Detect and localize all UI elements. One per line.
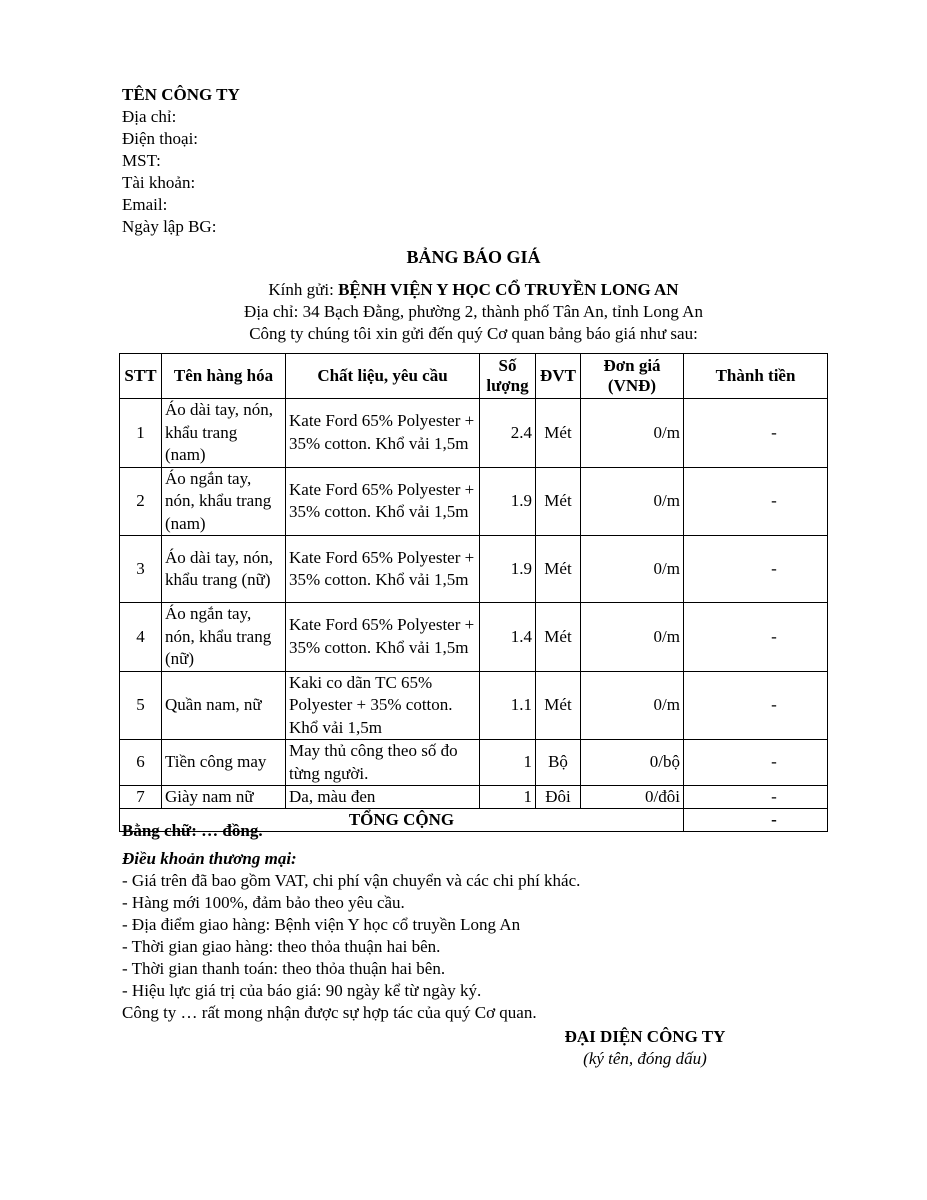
cell-material: Kate Ford 65% Polyester + 35% cotton. Khổ vải 1,5m [286, 467, 480, 536]
table-row [120, 671, 828, 740]
cell-total: - [684, 603, 828, 672]
date-label: Ngày lập BG: [122, 217, 217, 236]
cell-unit: Mét [536, 603, 581, 672]
cell-stt: 6 [120, 740, 162, 786]
cell-name: Áo ngắn tay, nón, khẩu trang (nữ) [162, 603, 286, 672]
cell-unit: Mét [536, 399, 581, 468]
cell-total: - [684, 671, 828, 740]
cell-total: - [684, 399, 828, 468]
header-qty: Số lượng [480, 354, 536, 399]
terms-title: Điều khoản thương mại: [122, 849, 297, 868]
cell-stt: 4 [120, 603, 162, 672]
table-header-row [120, 354, 828, 399]
table-row [120, 536, 828, 603]
cell-total: - [684, 536, 828, 603]
cell-stt: 3 [120, 536, 162, 603]
document-title: BẢNG BÁO GIÁ [406, 247, 541, 267]
email-label: Email: [122, 195, 168, 214]
cell-qty: 1 [480, 786, 536, 809]
cell-price: 0/m [581, 399, 684, 468]
cell-material: Kate Ford 65% Polyester + 35% cotton. Khổ vải 1,5m [286, 399, 480, 468]
cell-unit: Mét [536, 536, 581, 603]
cell-qty: 1.4 [480, 603, 536, 672]
cell-qty: 1 [480, 740, 536, 786]
recipient-name: BỆNH VIỆN Y HỌC CỔ TRUYỀN LONG AN [338, 280, 679, 299]
address-label: Địa chỉ: [122, 107, 177, 126]
cell-name: Áo ngắn tay, nón, khẩu trang (nam) [162, 467, 286, 536]
term-item: - Địa điểm giao hàng: Bệnh viện Y học cổ truyền Long An [122, 915, 521, 934]
table-row [120, 467, 828, 536]
quote-table [119, 353, 828, 832]
term-item: - Thời gian thanh toán: theo thỏa thuận hai bên. [122, 959, 446, 978]
terms-section [122, 820, 822, 1024]
table-row [120, 399, 828, 468]
cell-unit: Mét [536, 671, 581, 740]
cell-price: 0/đôi [581, 786, 684, 809]
company-header [122, 84, 240, 238]
signature-note: (ký tên, đóng dấu) [583, 1049, 707, 1068]
tax-code-label: MST: [122, 151, 161, 170]
term-item: - Thời gian giao hàng: theo thỏa thuận hai bên. [122, 937, 441, 956]
total-value: - [684, 809, 828, 832]
cell-name: Giày nam nữ [162, 786, 286, 809]
header-stt: STT [120, 354, 162, 399]
header-total: Thành tiền [684, 354, 828, 399]
closing-text: Công ty … rất mong nhận được sự hợp tác của quý Cơ quan. [122, 1003, 537, 1022]
intro-text: Công ty chúng tôi xin gửi đến quý Cơ quan bảng báo giá như sau: [249, 324, 698, 343]
cell-price: 0/m [581, 603, 684, 672]
amount-in-words: Bằng chữ: … đồng. [122, 821, 263, 840]
term-item: - Hàng mới 100%, đảm bảo theo yêu cầu. [122, 893, 405, 912]
cell-material: Kaki co dãn TC 65% Polyester + 35% cotton. Khổ vải 1,5m [286, 671, 480, 740]
phone-label: Điện thoại: [122, 129, 199, 148]
cell-stt: 5 [120, 671, 162, 740]
recipient-line [120, 279, 827, 301]
cell-material: Kate Ford 65% Polyester + 35% cotton. Khổ vải 1,5m [286, 603, 480, 672]
account-label: Tài khoản: [122, 173, 196, 192]
cell-qty: 1.9 [480, 536, 536, 603]
cell-name: Tiền công may [162, 740, 286, 786]
cell-total: - [684, 786, 828, 809]
cell-unit: Mét [536, 467, 581, 536]
cell-stt: 7 [120, 786, 162, 809]
table-row [120, 603, 828, 672]
term-item: - Hiệu lực giá trị của báo giá: 90 ngày kể từ ngày ký. [122, 981, 482, 1000]
cell-material: May thủ công theo số đo từng người. [286, 740, 480, 786]
cell-material: Kate Ford 65% Polyester + 35% cotton. Khổ vải 1,5m [286, 536, 480, 603]
cell-total: - [684, 740, 828, 786]
cell-price: 0/m [581, 467, 684, 536]
cell-price: 0/bộ [581, 740, 684, 786]
signature-title: ĐẠI DIỆN CÔNG TY [564, 1027, 726, 1046]
cell-qty: 1.9 [480, 467, 536, 536]
cell-qty: 2.4 [480, 399, 536, 468]
total-label: TỔNG CỘNG [120, 809, 684, 832]
header-material: Chất liệu, yêu cầu [286, 354, 480, 399]
table-row [120, 740, 828, 786]
cell-stt: 1 [120, 399, 162, 468]
term-item: - Giá trên đã bao gồm VAT, chi phí vận chuyển và các chi phí khác. [122, 871, 581, 890]
recipient-address: Địa chỉ: 34 Bạch Đằng, phường 2, thành phố Tân An, tỉnh Long An [244, 302, 703, 321]
cell-material: Da, màu đen [286, 786, 480, 809]
cell-qty: 1.1 [480, 671, 536, 740]
table-row [120, 786, 828, 809]
cell-price: 0/m [581, 671, 684, 740]
cell-name: Quần nam, nữ [162, 671, 286, 740]
header-name: Tên hàng hóa [162, 354, 286, 399]
cell-price: 0/m [581, 536, 684, 603]
cell-stt: 2 [120, 467, 162, 536]
header-price: Đơn giá (VNĐ) [581, 354, 684, 399]
cell-name: Áo dài tay, nón, khẩu trang (nữ) [162, 536, 286, 603]
cell-total: - [684, 467, 828, 536]
header-unit: ĐVT [536, 354, 581, 399]
cell-unit: Bộ [536, 740, 581, 786]
recipient-prefix: Kính gửi: [268, 280, 339, 299]
cell-name: Áo dài tay, nón, khẩu trang (nam) [162, 399, 286, 468]
company-name: TÊN CÔNG TY [122, 85, 240, 104]
cell-unit: Đôi [536, 786, 581, 809]
